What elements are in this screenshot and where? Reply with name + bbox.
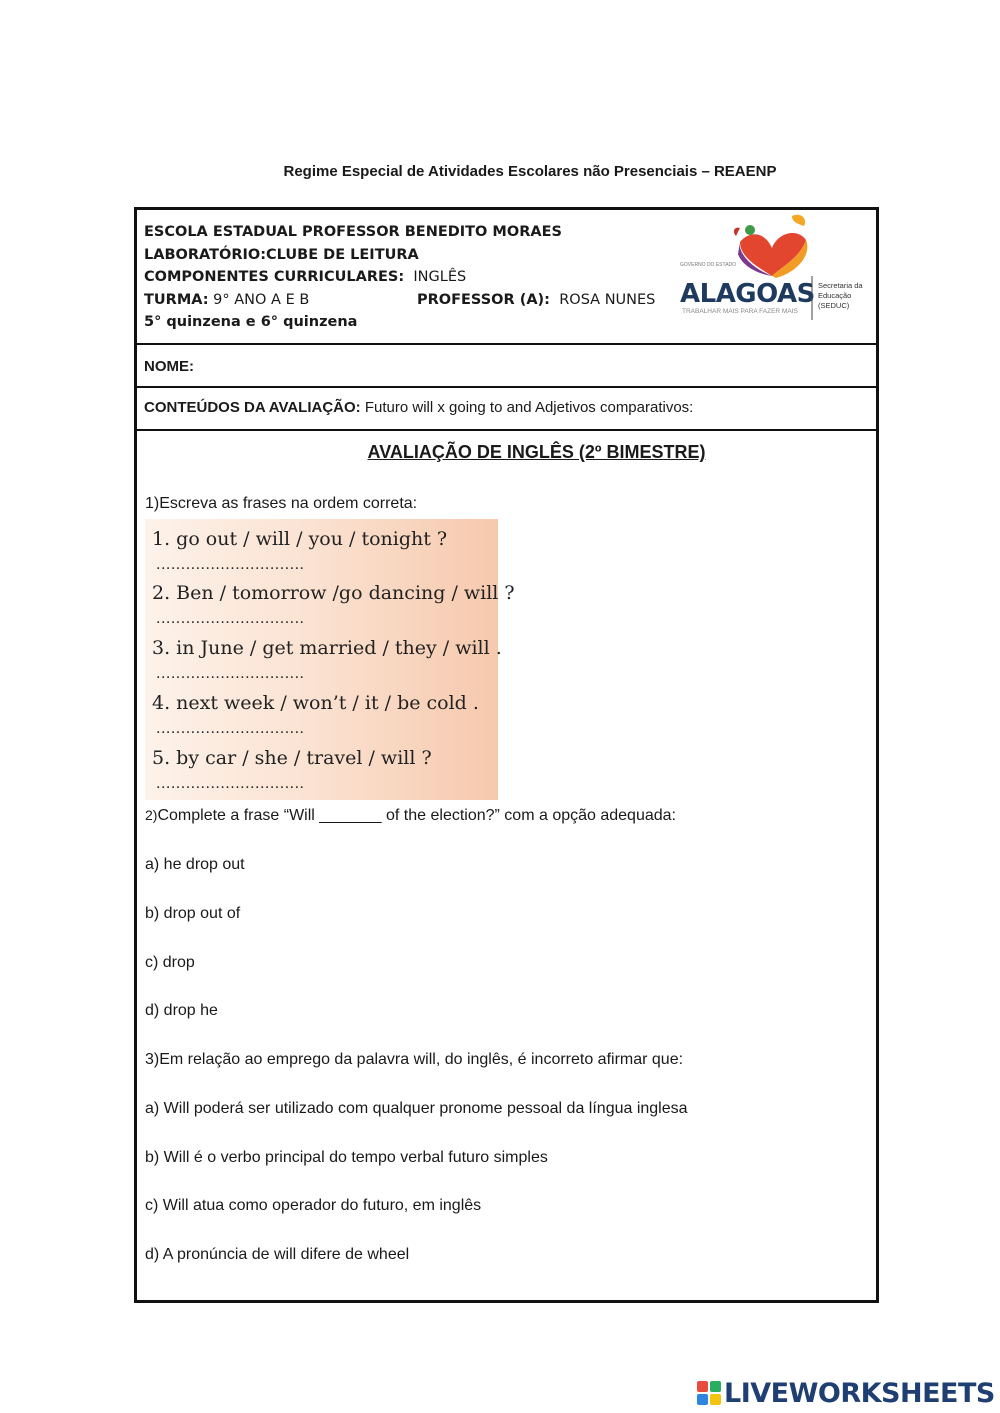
logo-small-top: GOVERNO DO ESTADO <box>680 262 737 268</box>
components-line <box>144 269 466 285</box>
question-3-option-a[interactable]: a) Will poderá ser utilizado com qualquer pronome pessoal da língua inglesa <box>145 1100 688 1117</box>
question-2-option-c[interactable]: c) drop <box>145 954 195 971</box>
answer-dots: .............................. <box>156 611 305 627</box>
question-3-prompt: 3)Em relação ao emprego da palavra will, do inglês, é incorreto afirmar que: <box>145 1051 684 1068</box>
liveworksheets-text: LIVEWORKSHEETS <box>724 1377 995 1409</box>
lab-line <box>144 247 419 263</box>
alagoas-logo-graphic <box>680 210 870 328</box>
exam-frame <box>134 207 879 1303</box>
professor-line <box>417 292 655 308</box>
lab-value: :CLUBE DE LEITURA <box>260 247 419 263</box>
turma-value: 9° ANO A E B <box>213 292 310 308</box>
exercise-item: 5. by car / she / travel / will ? <box>152 747 432 769</box>
liveworksheets-icon <box>697 1381 721 1405</box>
school-name: ESCOLA ESTADUAL PROFESSOR BENEDITO MORAES <box>144 224 562 240</box>
question-1-prompt: 1)Escreva as frases na ordem correta: <box>145 495 418 512</box>
answer-dots: .............................. <box>156 557 305 573</box>
logo-secretaria-3: (SEDUC) <box>818 301 850 310</box>
question-3-option-c[interactable]: c) Will atua como operador do futuro, em inglês <box>145 1197 482 1214</box>
liveworksheets-watermark <box>697 1377 995 1409</box>
question-1-exercise-image <box>145 519 515 800</box>
answer-dots: .............................. <box>156 721 305 737</box>
answer-dots: .............................. <box>156 776 305 792</box>
components-value: INGLÊS <box>413 269 467 285</box>
answer-dots: .............................. <box>156 666 305 682</box>
components-label: COMPONENTES CURRICULARES: <box>144 269 405 285</box>
exercise-item: 3. in June / get married / they / will . <box>152 637 502 659</box>
logo-secretaria-2: Educação <box>818 291 852 300</box>
lab-label: LABORATÓRIO <box>144 247 261 263</box>
turma-label: TURMA: <box>144 292 209 308</box>
logo-secretaria-1: Secretaria da <box>818 281 863 290</box>
page-header-title: Regime Especial de Atividades Escolares não Presenciais – REAENP <box>283 163 777 180</box>
question-3-option-b[interactable]: b) Will é o verbo principal do tempo verbal futuro simples <box>145 1149 548 1166</box>
exercise-item: 4. next week / won’t / it / be cold . <box>152 692 479 714</box>
exercise-item: 2. Ben / tomorrow /go dancing / will ? <box>152 582 515 604</box>
question-2-option-a[interactable]: a) he drop out <box>145 856 245 873</box>
question-2-option-b[interactable]: b) drop out of <box>145 905 241 922</box>
question-3-option-d[interactable]: d) A pronúncia de will difere de wheel <box>145 1246 410 1263</box>
nome-row <box>137 345 876 388</box>
school-header <box>137 210 876 345</box>
conteudos-row <box>137 388 876 431</box>
turma-line <box>144 292 309 308</box>
alagoas-logo <box>680 210 870 328</box>
period-line: 5° quinzena e 6° quinzena <box>144 314 358 330</box>
nome-label: NOME: <box>144 358 194 375</box>
logo-tagline: TRABALHAR MAIS PARA FAZER MAIS <box>682 308 798 315</box>
professor-label: PROFESSOR (A): <box>417 292 550 308</box>
question-2-option-d[interactable]: d) drop he <box>145 1002 218 1019</box>
question-2-text: Complete a frase “Will _______ of the election?” com a opção adequada: <box>157 807 676 824</box>
conteudos-value: Futuro will x going to and Adjetivos comparativos: <box>364 399 694 416</box>
question-2-prompt <box>145 807 676 825</box>
question-2-number: 2) <box>145 807 158 823</box>
exercise-item: 1. go out / will / you / tonight ? <box>152 528 448 550</box>
conteudos-label: CONTEÚDOS DA AVALIAÇÃO: <box>144 399 361 416</box>
logo-text: ALAGOAS <box>680 279 815 309</box>
evaluation-title: AVALIAÇÃO DE INGLÊS (2º BIMESTRE) <box>367 442 706 462</box>
professor-value: ROSA NUNES <box>559 292 656 308</box>
